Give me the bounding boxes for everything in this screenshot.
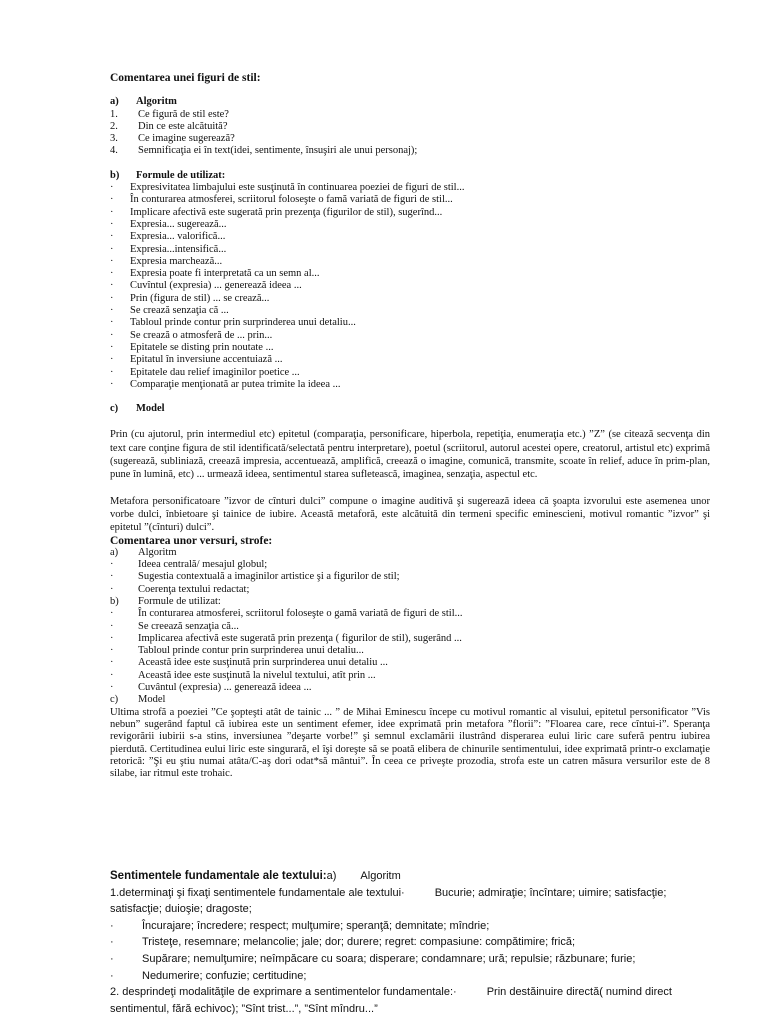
- item-text: Ideea centrală/ mesajul globul;: [138, 559, 268, 571]
- sentimente-line-1-cont: satisfacţie; duioşie; dragoste;: [110, 903, 252, 916]
- item-text: Se crează senzaţia că ...: [130, 305, 229, 317]
- item-text: În conturarea atmosferei, scriitorul foloseşte o famă variată de figuri de stil...: [130, 194, 453, 206]
- list-item: [110, 633, 710, 645]
- list-item: [110, 354, 710, 366]
- list-item: [110, 121, 710, 133]
- bullet-dot: ·: [110, 682, 114, 694]
- item-text: Epitatele se disting prin noutate ...: [130, 341, 274, 353]
- versuri-algoritm-list: [110, 559, 710, 596]
- bullet-dot: ·: [110, 317, 114, 329]
- list-item: [110, 145, 710, 157]
- list-item: [110, 968, 710, 985]
- item-text: Comparaţie menţionată ar putea trimite la ideea ...: [130, 378, 341, 390]
- bullet-dot: ·: [110, 206, 114, 218]
- item-text: Supărare; nemulţumire; neîmpăcare cu soara; disperare; condamnare; ură; repulsie; răzbunare; furie;: [142, 952, 636, 965]
- section-title: Comentarea unei figuri de stil:: [110, 72, 261, 84]
- model-paragraph-1: Prin (cu ajutorul, prin intermediul etc) epitetul (comparaţia, personificare, hiperbola, repetiţia, enumeraţia etc.) ”Z” (se citează secvenţa din text care conţine figura de stil identificată/selectată pentru interpretare), poetul (scriitorul, autorul acestei opere, creatorul, artistul etc) exprimă (sugerează, subliniază, creează impresia, accentuează, amplifică, creează o imagine, comunică, transmite, scoate în relief, aduce în prim-plan, pune în lumină, etc) ... urmează ideea, sentimentul starea sufletească, imaginea, senzaţia, aspectul etc.: [110, 429, 710, 481]
- list-item: [110, 280, 710, 292]
- item-text: Sugestia contextuală a imaginilor artistice şi a figurilor de stil;: [138, 571, 400, 583]
- versuri-model-heading: c) Model: [110, 694, 166, 706]
- bullet-dot: ·: [110, 341, 114, 353]
- list-item: [110, 645, 710, 657]
- list-item: [110, 231, 710, 243]
- list-item: [110, 317, 710, 329]
- model-paragraph-2: Metafora personificatoare ”izvor de cînturi dulci” compune o imagine auditivă şi sugerează ideea că şoapta izvorului este asemenea unor vorbe dulci, înbietoare şi tainice de iubire. Această metaforă, este alcătuită din termeni specific eminescieni, motivul romantic ”izvor” şi epitetul ”(cînturi) dulci”.: [110, 495, 710, 534]
- list-item: [110, 293, 710, 305]
- bullet-dot: ·: [110, 632, 114, 644]
- sentimente-heading: Sentimentele fundamentale ale textului:a) Algoritm: [110, 870, 401, 882]
- list-item: [110, 207, 710, 219]
- sentimente-line-1: 1.determinaţi şi fixaţi sentimentele fundamentale ale textului· Bucurie; admiraţie; încîntare; uimire; satisfacţie;: [110, 886, 667, 899]
- bullet-dot: ·: [110, 268, 114, 280]
- item-text: Din ce este alcătuită?: [138, 120, 228, 132]
- versuri-title: Comentarea unor versuri, strofe:: [110, 534, 273, 547]
- bullet-dot: ·: [110, 329, 114, 341]
- item-text: Expresia... valorifică...: [130, 231, 226, 243]
- bullet-dot: ·: [110, 669, 114, 681]
- item-text: Implicare afectivă este sugerată prin prezenţa (figurilor de stil), sugerînd...: [130, 206, 443, 218]
- item-text: Epitatul în inversiune accentuiază ...: [130, 354, 283, 366]
- bullet-dot: ·: [110, 620, 114, 632]
- item-text: În conturarea atmosferei, scriitorul foloseşte o gamă variată de figuri de stil...: [138, 608, 463, 620]
- bullet-dot: ·: [110, 218, 114, 230]
- item-number: 1.: [110, 108, 118, 120]
- algoritm-list: [110, 109, 710, 158]
- figura-stil-section: [110, 72, 710, 780]
- list-item: [110, 657, 710, 669]
- item-text: Expresia...intensifică...: [130, 243, 227, 255]
- bullet-dot: ·: [110, 571, 114, 583]
- bullet-dot: ·: [110, 354, 114, 366]
- versuri-formule-list: [110, 608, 710, 694]
- item-text: Cuvîntul (expresia) ... generează ideea ...: [130, 280, 302, 292]
- bullet-dot: ·: [110, 645, 114, 657]
- bullet-dot: ·: [110, 559, 114, 571]
- item-text: Ce figură de stil este?: [138, 108, 229, 120]
- sentimente-list: [110, 918, 710, 984]
- bullet-dot: ·: [110, 194, 114, 206]
- item-text: Această idee este susţinută la nivelul textului, atît prin ...: [138, 669, 376, 681]
- item-text: Implicarea afectivă este sugerată prin prezenţa ( figurilor de stil), sugerând ...: [138, 632, 462, 644]
- item-text: Tristeţe, resemnare; melancolie; jale; dor; durere; regret: compasiune: compătimire; frică;: [142, 936, 576, 949]
- item-text: Epitatele dau relief imaginilor poetice ...: [130, 366, 300, 378]
- list-item: [110, 342, 710, 354]
- list-item: [110, 670, 710, 682]
- bullet-dot: ·: [110, 231, 114, 243]
- model-heading: c) Model: [110, 403, 165, 415]
- list-item: [110, 379, 710, 391]
- bullet-dot: ·: [110, 378, 114, 390]
- formule-heading: b) Formule de utilizat:: [110, 169, 226, 181]
- bullet-dot: ·: [110, 608, 114, 620]
- list-item: [110, 934, 710, 951]
- bullet-dot: ·: [110, 657, 114, 669]
- formule-list: [110, 182, 710, 391]
- bullet-dot: ·: [110, 182, 114, 194]
- item-text: Expresivitatea limbajului este susţinută în continuarea poeziei de figuri de stil...: [130, 182, 465, 194]
- bullet-dot: ·: [110, 243, 114, 255]
- sentimente-line-2-cont: sentimentul, fără echivoc); ”Sînt trist...”, ”Sînt mîndru...”: [110, 1002, 378, 1015]
- list-item: [110, 330, 710, 342]
- bullet-dot: ·: [110, 305, 114, 317]
- versuri-model-paragraph: Ultima strofă a poeziei ”Ce şopteşti atât de tainic ... ” de Mihai Eminescu începe cu motivul romantic al visului, epitetul personificator ”Vis nebun” sugerând faptul că iubirea este un sentiment efemer, idee exprimată prin metafora ”florii”: ”Floarea care, rece cîntui-i”. Speranţa revigorării iubirii s-a stins, inversiunea ”deşarte vorbe!” şi semnul exclamării ilustrând disperarea eului liric care suferă pentru iubirea pierdută. Certitudinea eului liric este singurară, el îşi doreşte să se poată elibera de chinurile sentimentului, idee exprimată printr-o exclamaţie retorică: ”Şi eu ştiu numai atâta/C-aş dori odat*să mântui”. În ceea ce priveşte prozodia, strofa este un catren măsura versurilor este de 8 silabe, iar ritmul este trohaic.: [110, 706, 710, 780]
- item-text: Tabloul prinde contur prin surprinderea unui detaliu...: [138, 645, 364, 657]
- item-text: Expresia marchează...: [130, 255, 223, 267]
- list-item: [110, 133, 710, 145]
- item-text: Tabloul prinde contur prin surprinderea unui detaliu...: [130, 317, 356, 329]
- item-number: 2.: [110, 120, 118, 132]
- list-item: [110, 305, 710, 317]
- list-item: [110, 918, 710, 935]
- list-item: [110, 182, 710, 194]
- list-item: [110, 367, 710, 379]
- item-text: Expresia poate fi interpretată ca un semn al...: [130, 268, 320, 280]
- item-text: Expresia... sugerează...: [130, 218, 227, 230]
- bullet-dot: ·: [110, 919, 114, 932]
- item-text: Se crează o atmosferă de ... prin...: [130, 329, 273, 341]
- list-item: [110, 584, 710, 596]
- list-item: [110, 608, 710, 620]
- item-number: 3.: [110, 133, 118, 145]
- bullet-dot: ·: [110, 969, 114, 982]
- item-number: 4.: [110, 145, 118, 157]
- item-text: Această idee este susţinută prin surprinderea unui detaliu ...: [138, 657, 388, 669]
- bullet-dot: ·: [110, 952, 114, 965]
- algoritm-heading: a) Algoritm: [110, 96, 177, 108]
- list-item: [110, 682, 710, 694]
- item-text: Încurajare; încredere; respect; mulţumire; speranţă; demnitate; mîndrie;: [142, 919, 490, 932]
- list-item: [110, 194, 710, 206]
- bullet-dot: ·: [110, 292, 114, 304]
- list-item: [110, 219, 710, 231]
- item-text: Semnificaţia ei în text(idei, sentimente, însuşiri ale unui personaj);: [138, 145, 418, 157]
- item-text: Nedumerire; confuzie; certitudine;: [142, 969, 307, 982]
- list-item: [110, 244, 710, 256]
- bullet-dot: ·: [110, 366, 114, 378]
- bullet-dot: ·: [110, 936, 114, 949]
- list-item: [110, 268, 710, 280]
- versuri-formule-heading: b) Formule de utilizat:: [110, 595, 221, 607]
- bullet-dot: ·: [110, 255, 114, 267]
- item-text: Ce imagine sugerează?: [138, 133, 235, 145]
- bullet-dot: ·: [110, 280, 114, 292]
- list-item: [110, 109, 710, 121]
- item-text: Se creează senzaţia că...: [138, 620, 239, 632]
- item-text: Coerenţa textului redactat;: [138, 583, 250, 595]
- sentimente-line-2: 2. desprindeţi modalităţile de exprimare a sentimentelor fundamentale:· Prin destăinuire directă( numind direct: [110, 986, 672, 999]
- list-item: [110, 256, 710, 268]
- list-item: [110, 559, 710, 571]
- list-item: [110, 571, 710, 583]
- item-text: Cuvântul (expresia) ... generează ideea ...: [138, 682, 312, 694]
- bullet-dot: ·: [110, 583, 114, 595]
- versuri-algoritm-heading: a) Algoritm: [110, 546, 177, 558]
- item-text: Prin (figura de stil) ... se crează...: [130, 292, 270, 304]
- list-item: [110, 951, 710, 968]
- sentimente-section: [110, 868, 710, 1017]
- list-item: [110, 621, 710, 633]
